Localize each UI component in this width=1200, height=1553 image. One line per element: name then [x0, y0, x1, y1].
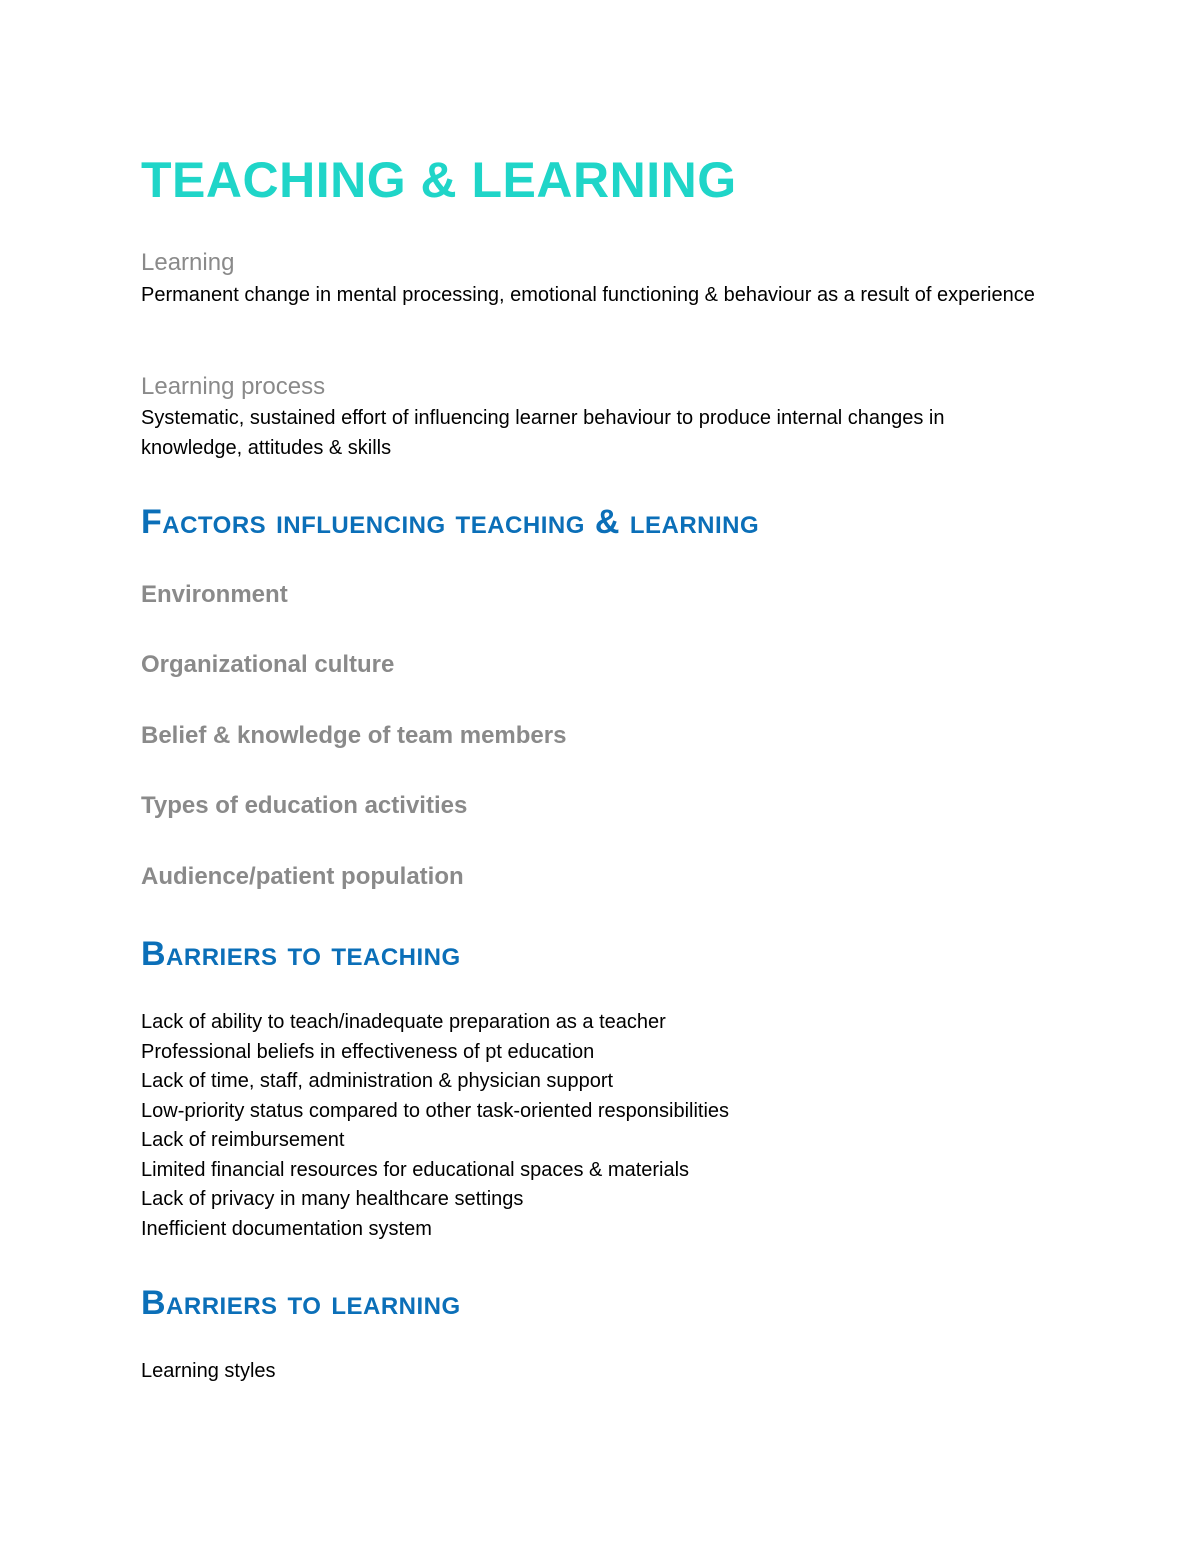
document-title: TEACHING & LEARNING: [141, 152, 737, 208]
factor-item: Environment: [141, 581, 288, 608]
definition-learning: Permanent change in mental processing, emotional functioning & behaviour as a result of experience: [141, 284, 1035, 306]
barrier-teaching-item: Lack of privacy in many healthcare settings: [141, 1188, 524, 1210]
definition-learning-process: Systematic, sustained effort of influencing learner behaviour to produce internal changes in knowledge, attitudes & skills: [141, 407, 945, 459]
factor-item: Types of education activities: [141, 792, 468, 819]
factor-item: Audience/patient population: [141, 863, 464, 890]
factor-item: Belief & knowledge of team members: [141, 722, 567, 749]
term-learning: Learning: [141, 249, 235, 276]
barrier-teaching-item: Inefficient documentation system: [141, 1218, 432, 1240]
heading-factors: Factors influencing teaching & learning: [141, 503, 760, 541]
heading-barriers-teaching: Barriers to teaching: [141, 935, 461, 973]
term-learning-process: Learning process: [141, 373, 326, 400]
barrier-teaching-item: Lack of ability to teach/inadequate preparation as a teacher: [141, 1011, 666, 1033]
barrier-teaching-item: Lack of reimbursement: [141, 1129, 345, 1151]
barrier-learning-item: Learning styles: [141, 1360, 276, 1382]
barrier-teaching-item: Lack of time, staff, administration & physician support: [141, 1070, 614, 1092]
heading-barriers-learning: Barriers to learning: [141, 1284, 461, 1322]
barrier-teaching-item: Professional beliefs in effectiveness of pt education: [141, 1041, 595, 1063]
barrier-teaching-item: Low-priority status compared to other task-oriented responsibilities: [141, 1100, 730, 1122]
factor-item: Organizational culture: [141, 651, 395, 678]
barrier-teaching-item: Limited financial resources for educational spaces & materials: [141, 1159, 690, 1181]
